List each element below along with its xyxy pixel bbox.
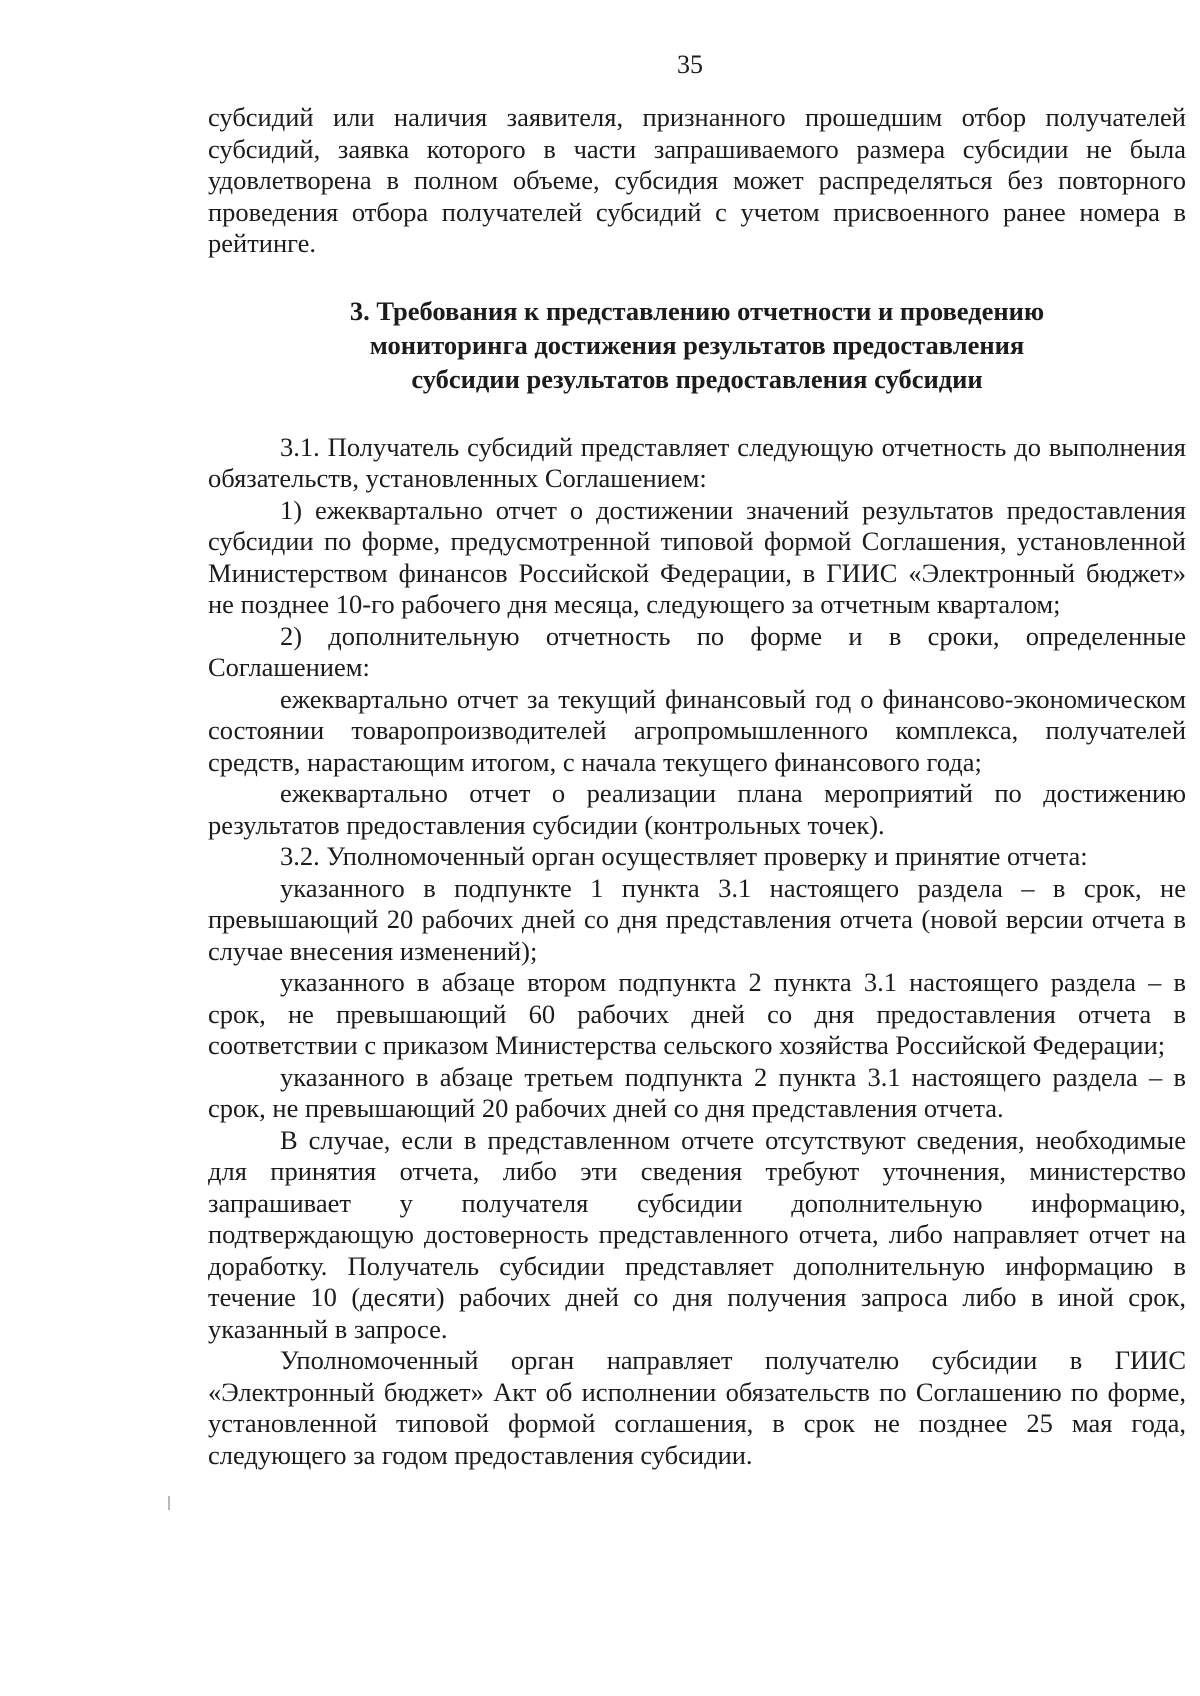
paragraph-act-of-execution: Уполномоченный орган направляет получателю субсидии в ГИИС «Электронный бюджет» Акт об исполнении обязательств по Соглашению по форме, установленной типовой формой соглашения, в срок не позднее 25 мая года, следующего за годом предоставления субсидии. (208, 1345, 1186, 1470)
paragraph-3-1: 3.1. Получатель субсидий представляет следующую отчетность до выполнения обязательств, установленных Соглашением: (208, 431, 1186, 493)
section-heading-line-3: субсидии результатов предоставления субсидии (411, 363, 983, 394)
section-heading-line-1: 3. Требования к представлению отчетности и проведению (349, 295, 1045, 326)
scan-edge-mark (168, 1496, 170, 1510)
paragraph-check-subitem-2-second: указанного в абзаце втором подпункта 2 пункта 3.1 настоящего раздела – в срок, не превышающий 60 рабочих дней со дня предоставления отчета в соответствии с приказом Министерства сельского хозяйства Российской Федерации; (208, 967, 1186, 1060)
section-heading-line-2: мониторинга достижения результатов предоставления (369, 329, 1025, 360)
paragraph-check-subitem-1: указанного в подпункте 1 пункта 3.1 настоящего раздела – в срок, не превышающий 20 рабочих дней со дня представления отчета (новой версии отчета в случае внесения изменений); (208, 872, 1186, 966)
paragraph-3-2: 3.2. Уполномоченный орган осуществляет проверку и принятие отчета: (280, 841, 1088, 871)
page-number: 35 (677, 50, 703, 79)
paragraph-plan-report: ежеквартально отчет о реализации плана мероприятий по достижению результатов предоставления субсидии (контрольных точек). (208, 778, 1186, 840)
document-body (208, 102, 1186, 1471)
paragraph-3-1-item-2: 2) дополнительную отчетность по форме и в сроки, определенные Соглашением: (208, 620, 1186, 682)
section-heading (208, 294, 1186, 396)
lead-paragraph: субсидий или наличия заявителя, признанного прошедшим отбор получателей субсидий, заявка которого в части запрашиваемого размера субсидии не была удовлетворена в полном объеме, субсидия может распределяться без повторного проведения отбора получателей субсидий с учетом присвоенного ранее номера в рейтинге. (208, 102, 1186, 258)
paragraph-check-subitem-2-third: указанного в абзаце третьем подпункта 2 пункта 3.1 настоящего раздела – в срок, не превышающий 20 рабочих дней со дня представления отчета. (208, 1061, 1186, 1123)
paragraph-financial-report: ежеквартально отчет за текущий финансовый год о финансово-экономическом состоянии товаропроизводителей агропромышленного комплекса, получателей средств, нарастающим итогом, с начала текущего финансового года; (208, 683, 1186, 777)
paragraph-3-1-item-1: 1) ежеквартально отчет о достижении значений результатов предоставления субсидии по форме, предусмотренной типовой формой Соглашения, установленной Министерством финансов Российской Федерации, в ГИИС «Электронный бюджет» не позднее 10-го рабочего дня месяца, следующего за отчетным кварталом; (208, 494, 1186, 619)
paragraph-missing-info: В случае, если в представленном отчете отсутствуют сведения, необходимые для принятия отчета, либо эти сведения требуют уточнения, министерство запрашивает у получателя субсидии дополнительную информацию, подтверждающую достоверность представленного отчета, либо направляет отчет на доработку. Получатель субсидии представляет дополнительную информацию в течение 10 (десяти) рабочих дней со дня получения запроса либо в иной срок, указанный в запросе. (208, 1124, 1186, 1344)
